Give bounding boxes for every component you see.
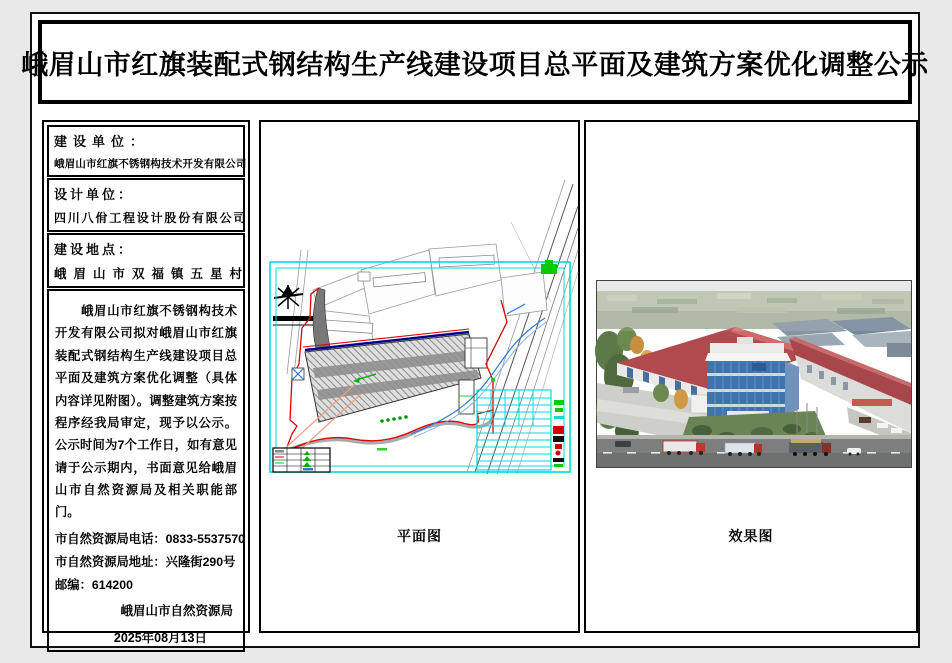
culvert-symbol [292,368,304,380]
aerial-render-svg [597,281,911,467]
render-panel [584,120,918,633]
aerial-render-image [596,280,912,468]
page-title: 峨眉山市红旗装配式钢结构生产线建设项目总平面及建筑方案优化调整公示 [21,49,929,80]
designer-label: 设计单位： [54,187,135,202]
location-value: 峨眉山市双福镇五星村 [54,267,250,281]
notice-body: 峨眉山市红旗不锈钢构技术开发有限公司拟对峨眉山市红旗装配式钢结构生产线建设项目总平面及建筑方案优化调整（具体内容详见附图）。调整建筑方案按程序经我局审定，现予以公示。公示时间为7个工作日，如有意见请于公示期内，书面意见给峨眉山市自然资源局及相关职能部门。 [55,304,237,520]
plan-caption: 平面图 [397,528,442,544]
site-plan-drawing [261,122,578,631]
render-caption: 效果图 [728,528,774,544]
issue-date: 2025年08月13日 [113,630,207,645]
legend-table [273,448,330,472]
builder-value: 峨眉山市红旗不锈钢构技术开发有限公司 [54,158,247,170]
designer-value: 四川八佾工程设计股份有限公司 [54,211,248,225]
designer-box [47,178,248,232]
notice-poster [21,12,929,648]
issuer-name: 峨眉山市自然资源局 [120,603,233,618]
location-label: 建设地点： [54,242,135,257]
notice-box [47,289,245,652]
road-lines-left [287,250,308,374]
north-arrow-icon [273,285,313,325]
title-box [21,20,929,104]
builder-label: 建设单位： [54,134,150,149]
info-panel [42,120,250,645]
address-line: 市自然资源局地址：兴隆街290号 [55,554,236,569]
parcel-outlines [313,244,547,350]
builder-box [47,125,245,177]
location-box [47,233,250,288]
postcode-line: 邮编：614200 [55,577,133,592]
data-table [477,390,551,470]
mini-legend-strip [553,400,564,467]
site-plan-panel [259,120,580,633]
phone-line: 市自然资源局电话：0833-5537570 [55,531,245,546]
